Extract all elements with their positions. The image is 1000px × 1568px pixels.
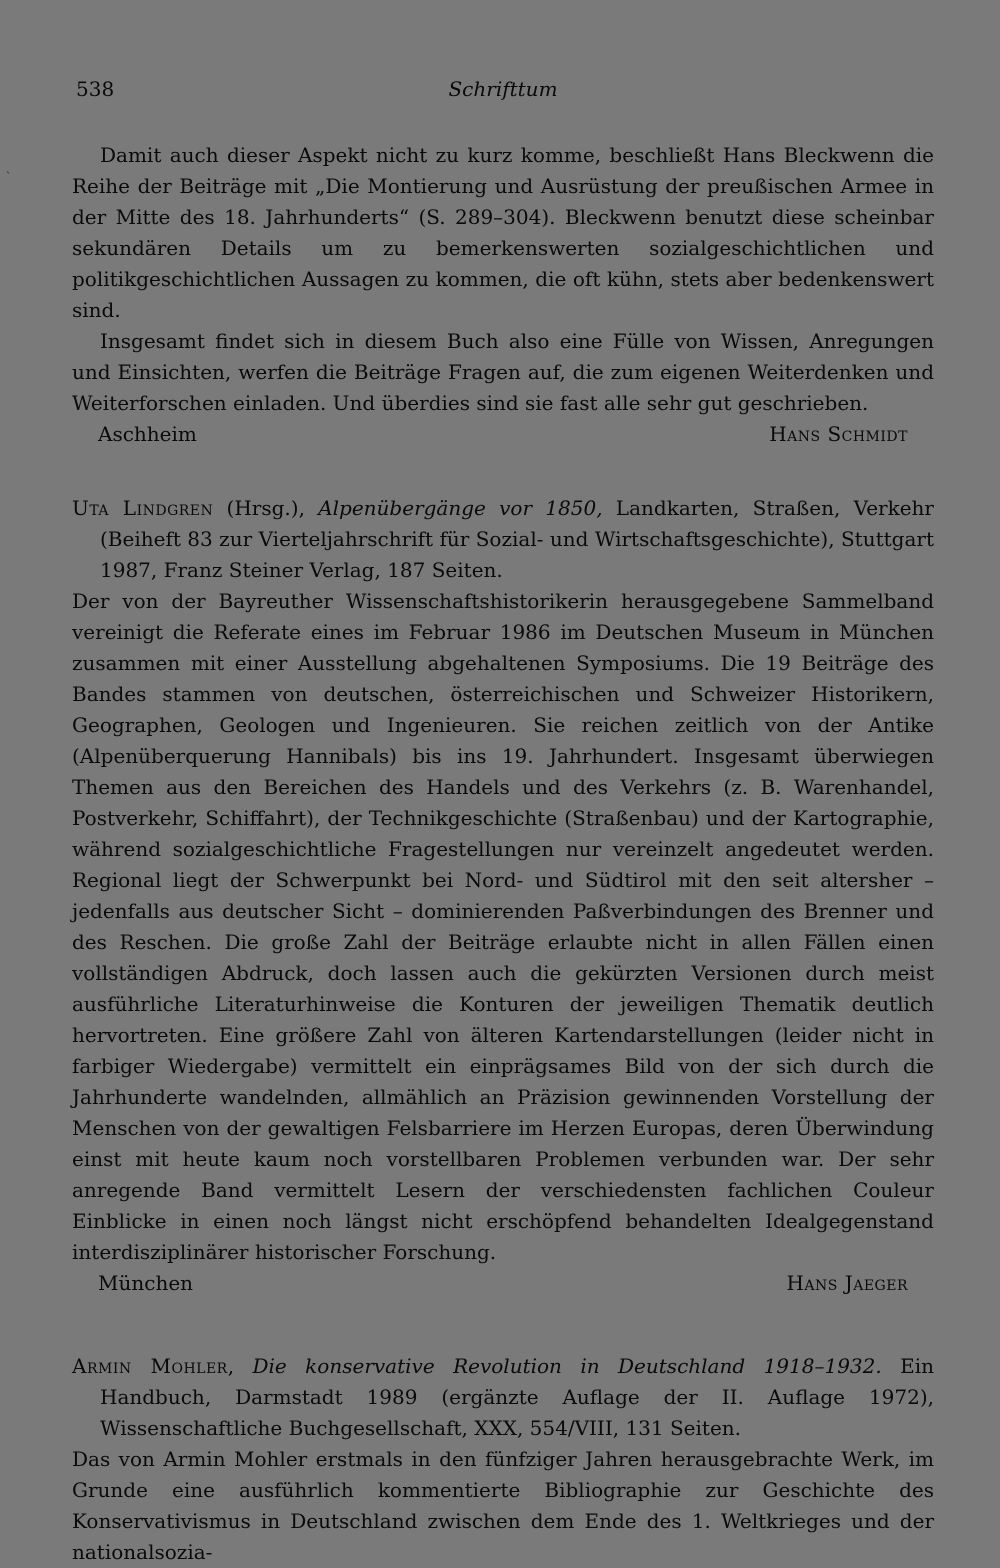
review-schmidt xyxy=(72,140,934,450)
running-head xyxy=(76,72,930,106)
entry-title: Alpenübergänge vor 1850, xyxy=(318,496,603,520)
entry-details: Ein Handbuch, Darmstadt 1989 (ergänzte Auflage der II. Auflage 1972), Wissenschaftliche Buchgesellschaft, XXX, 554/VIII, 131 Seiten. xyxy=(100,1354,934,1440)
review-body: Das von Armin Mohler erstmals in den fünfziger Jahren herausgebrachte Werk, im Grunde eine ausführlich kommentierte Bibliographie zur Geschichte des Konservativismus in Deutschland zwischen dem Ende des 1. Weltkrieges und der nationalsozia- xyxy=(72,1447,934,1564)
review-jaeger xyxy=(72,493,934,1299)
bibliographic-entry xyxy=(72,1351,934,1444)
entry-details: Landkarten, Straßen, Verkehr (Beiheft 83 zur Vierteljahrschrift für Sozial- und Wirtschaftsgeschichte), Stuttgart 1987, Franz Steiner Verlag, 187 Seiten. xyxy=(100,496,934,582)
review-signoff xyxy=(72,419,934,450)
running-title: Schrifttum xyxy=(448,77,558,101)
review-body: Der von der Bayreuther Wissenschaftshistorikerin herausgegebene Sammelband vereinigt die Referate eines im Februar 1986 im Deutschen Museum in München zusammen mit einer Ausstellung abgehaltenen Symposiums. Die 19 Beiträge des Bandes stammen von deutschen, österreichischen und Schweizer Historikern, Geographen, Geologen und Ingenieuren. Sie reichen zeitlich von der Antike (Alpenüberquerung Hannibals) bis ins 19. Jahrhundert. Insgesamt überwiegen Themen aus den Bereichen des Handels und des Verkehrs (z. B. Warenhandel, Postverkehr, Schiffahrt), der Technikgeschichte (Straßenbau) und der Kartographie, während sozialgeschichtliche Fragestellungen nur vereinzelt angedeutet werden. Regional liegt der Schwerpunkt bei Nord- und Südtirol mit den seit altersher – jedenfalls aus deutscher Sicht – dominierenden Paßverbindungen des Brenner und des Reschen. Die große Zahl der Beiträge erlaubte nicht in allen Fällen einen vollständigen Abdruck, doch lassen auch die gekürzten Versionen durch meist ausführliche Literaturhinweise die Konturen der jeweiligen Thematik deutlich hervortreten. Eine größere Zahl von älteren Kartendarstellungen (leider nicht in farbiger Wiedergabe) vermittelt ein einprägsames Bild von der sich durch die Jahrhunderte wandelnden, allmählich an Präzision gewinnenden Vorstellung der Menschen von der gewaltigen Felsbarriere im Herzen Europas, deren Überwindung einst mit heute kaum noch vorstellbaren Problemen verbunden war. Der sehr anregende Band vermittelt Lesern der verschiedensten fachlichen Couleur Einblicke in einen noch längst nicht erschöpfend behandelten Idealgegenstand interdisziplinärer historischer Forschung. xyxy=(72,589,934,1264)
entry-author-suffix: , xyxy=(227,1354,253,1378)
entry-author: Armin Mohler xyxy=(72,1354,228,1378)
entry-author: Uta Lindgren xyxy=(72,496,214,520)
review-paragraph: Damit auch dieser Aspekt nicht zu kurz komme, beschließt Hans Bleckwenn die Reihe der Beiträge mit „Die Montierung und Ausrüstung der preußischen Armee in der Mitte des 18. Jahrhunderts“ (S. 289–304). Bleckwenn benutzt diese scheinbar sekundären Details um zu bemerkenswerten sozialgeschichtlichen und politikgeschichtlichen Aussagen zu kommen, die oft kühn, stets aber bedenkenswert sind. xyxy=(72,143,934,322)
entry-author-suffix: (Hrsg.), xyxy=(213,496,319,520)
entry-title: Die konservative Revolution in Deutschland 1918–1932. xyxy=(252,1354,882,1378)
stray-mark: ` xyxy=(6,172,11,183)
bibliographic-entry xyxy=(72,493,934,586)
review-paragraph: Insgesamt findet sich in diesem Buch also eine Fülle von Wissen, Anregungen und Einsichten, werfen die Beiträge Fragen auf, die zum eigenen Weiterdenken und Weiterforschen einladen. Und überdies sind sie fast alle sehr gut geschrieben. xyxy=(72,329,934,415)
review-signoff xyxy=(72,1268,934,1299)
page-number: 538 xyxy=(76,77,115,101)
reviewer-name: Hans Schmidt xyxy=(769,422,908,446)
review-place: Aschheim xyxy=(98,422,197,446)
review-mohler xyxy=(72,1351,934,1568)
reviewer-name: Hans Jaeger xyxy=(786,1271,908,1295)
review-place: München xyxy=(98,1271,194,1295)
